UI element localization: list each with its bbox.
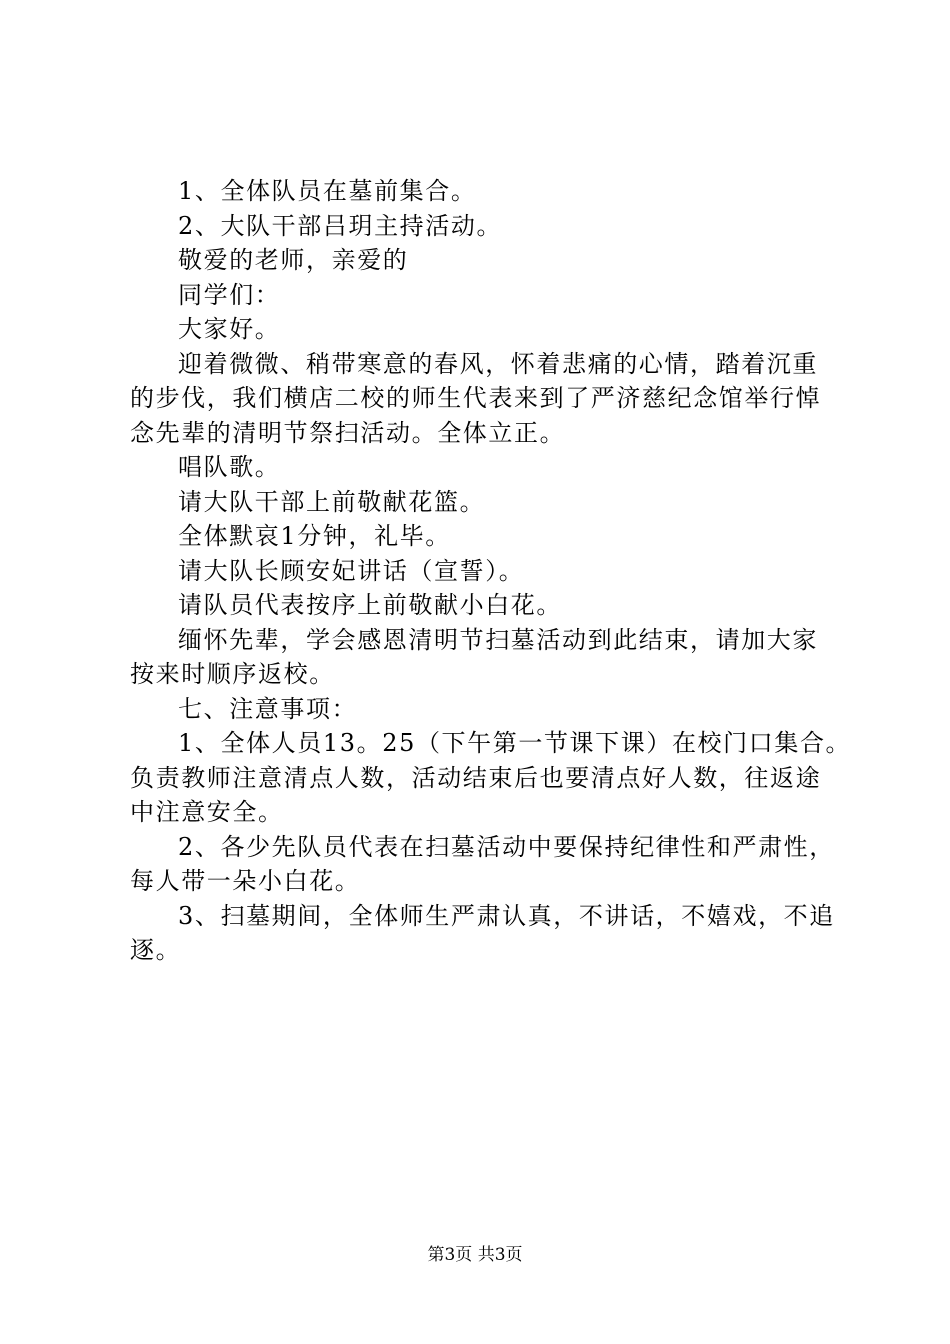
text-line: 缅怀先辈，学会感恩清明节扫墓活动到此结束，请加大家 [178, 625, 818, 654]
document-body [130, 174, 852, 968]
text-line: 七、注意事项： [178, 694, 358, 723]
text-line: 迎着微微、稍带寒意的春风，怀着悲痛的心情，踏着沉重 [178, 349, 818, 378]
text-line: 逐。 [130, 936, 182, 964]
text-line: 中注意安全。 [130, 798, 284, 826]
text-line: 2、各少先队员代表在扫墓活动中要保持纪律性和严肃性， [178, 832, 835, 861]
text-line: 敬爱的老师，亲爱的 [178, 246, 409, 274]
text-line: 每人带一朵小白花。 [130, 867, 361, 895]
text-line: 大家好。 [178, 315, 281, 343]
text-line: 同学们： [178, 280, 281, 309]
text-line: 全体默哀1分钟，礼毕。 [178, 522, 451, 550]
text-line: 念先辈的清明节祭扫活动。全体立正。 [130, 418, 566, 447]
text-line: 1、全体人员13。25（下午第一节课下课）在校门口集合。 [178, 729, 852, 757]
text-line: 负责教师注意清点人数，活动结束后也要清点好人数，往返途 [130, 763, 822, 792]
text-line: 按来时顺序返校。 [130, 660, 335, 688]
text-line: 1、全体队员在墓前集合。 [178, 177, 477, 205]
text-line: 请大队长顾安妃讲话（宣誓）。 [178, 556, 525, 585]
text-line: 请大队干部上前敬献花篮。 [178, 487, 486, 516]
text-line: 的步伐，我们横店二校的师生代表来到了严济慈纪念馆举行悼 [130, 384, 822, 412]
text-line: 2、大队干部吕玥主持活动。 [178, 211, 503, 240]
page-footer: 第3页 共3页 [427, 1245, 523, 1265]
text-line: 请队员代表按序上前敬献小白花。 [178, 591, 562, 619]
text-line: 唱队歌。 [178, 453, 281, 481]
text-line: 3、扫墓期间，全体师生严肃认真，不讲话，不嬉戏，不追 [178, 901, 835, 930]
